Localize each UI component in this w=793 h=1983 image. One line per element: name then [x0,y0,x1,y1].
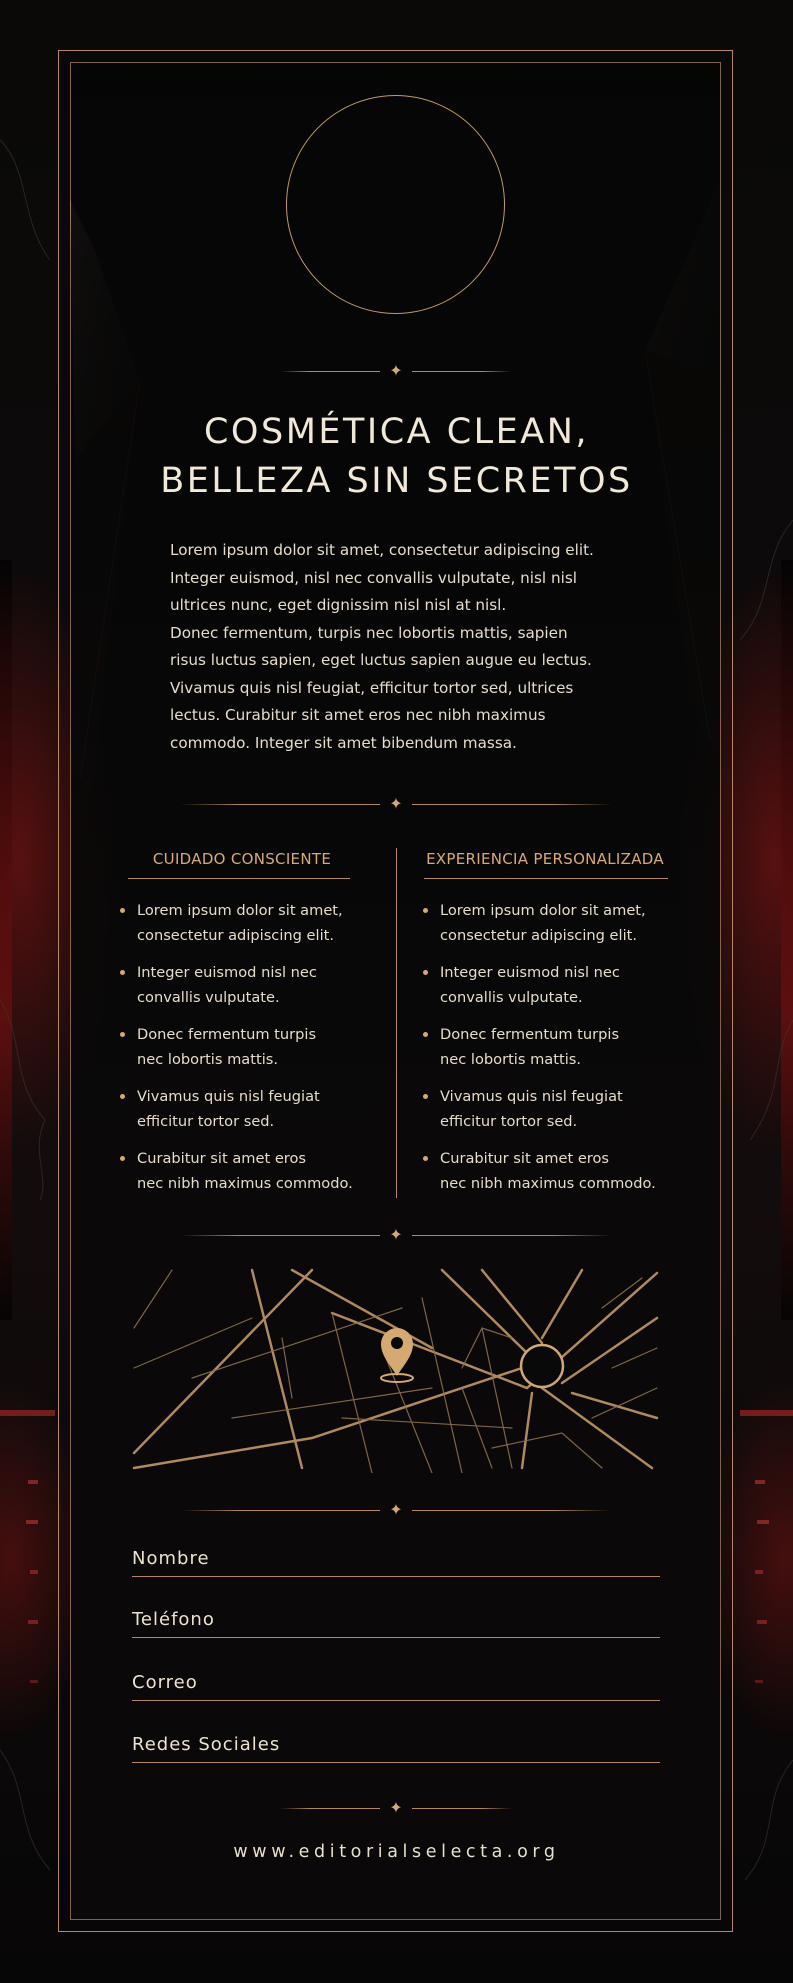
email-field-label: Correo [132,1672,198,1693]
column-heading-left: CUIDADO CONSCIENTE [152,850,332,868]
divider-columns [180,1225,612,1244]
divider-footer [280,1798,512,1817]
map-pin-icon [381,1328,413,1382]
roundabout [521,1345,563,1387]
list-item: Integer euismod nisl nec convallis vulputate. [120,960,390,1022]
title-line-2: BELLEZA SIN SECRETOS [160,461,633,501]
social-field[interactable] [132,1733,660,1763]
name-field-label: Nombre [132,1548,210,1569]
bullet-list-right [423,898,703,1208]
column-separator [396,848,397,1198]
divider-map [180,1500,612,1519]
star-divider-icon: ✦ [389,1500,403,1519]
column-heading-right: EXPERIENCIA PERSONALIZADA [426,850,664,868]
intro-paragraph-1: Lorem ipsum dolor sit amet, consectetur adipiscing elit. Integer euismod, nisl nec convallis vulputate, nisl nisl ultrices nunc, eget dignissim nisl nisl at nisl. [170,541,594,614]
list-item: Curabitur sit amet eros nec nibh maximus commodo. [423,1146,703,1208]
floor-reflection-right [755,1480,769,1683]
list-item: Curabitur sit amet eros nec nibh maximus commodo. [120,1146,390,1208]
list-item: Donec fermentum turpis nec lobortis mattis. [120,1022,390,1084]
divider-intro [180,794,612,813]
name-field[interactable] [132,1547,660,1577]
list-item: Vivamus quis nisl feugiat efficitur tortor sed. [120,1084,390,1146]
intro-paragraph-2: Donec fermentum, turpis nec lobortis mattis, sapien risus luctus sapien, eget luctus sapien augue eu lectus. Vivamus quis nisl feugiat, efficitur tortor sed, ultrices lectus. Curabitur sit amet eros nec nibh maximus commodo. Integer sit amet bibendum massa. [170,623,592,752]
street-map-illustration [132,1268,662,1473]
phone-field[interactable] [132,1608,660,1638]
star-divider-icon: ✦ [389,361,403,380]
list-item: Integer euismod nisl nec convallis vulputate. [423,960,703,1022]
star-divider-icon: ✦ [389,1798,403,1817]
column-rule-left [128,878,350,879]
website-url[interactable]: www.editorialselecta.org [233,1842,560,1862]
divider-top [280,361,512,380]
star-divider-icon: ✦ [389,1225,403,1244]
intro-text [170,537,640,757]
star-divider-icon: ✦ [389,794,403,813]
list-item: Lorem ipsum dolor sit amet, consectetur adipiscing elit. [120,898,390,960]
column-rule-right [424,878,668,879]
bullet-list-left [120,898,390,1208]
phone-field-label: Teléfono [132,1609,215,1630]
floor-reflection-left [26,1480,38,1683]
social-field-label: Redes Sociales [132,1734,281,1755]
page-title [100,408,693,506]
list-item: Donec fermentum turpis nec lobortis mattis. [423,1022,703,1084]
logo-circle-placeholder [286,95,505,314]
list-item: Lorem ipsum dolor sit amet, consectetur adipiscing elit. [423,898,703,960]
title-line-1: COSMÉTICA CLEAN, [203,412,590,452]
list-item: Vivamus quis nisl feugiat efficitur tortor sed. [423,1084,703,1146]
email-field[interactable] [132,1671,660,1701]
